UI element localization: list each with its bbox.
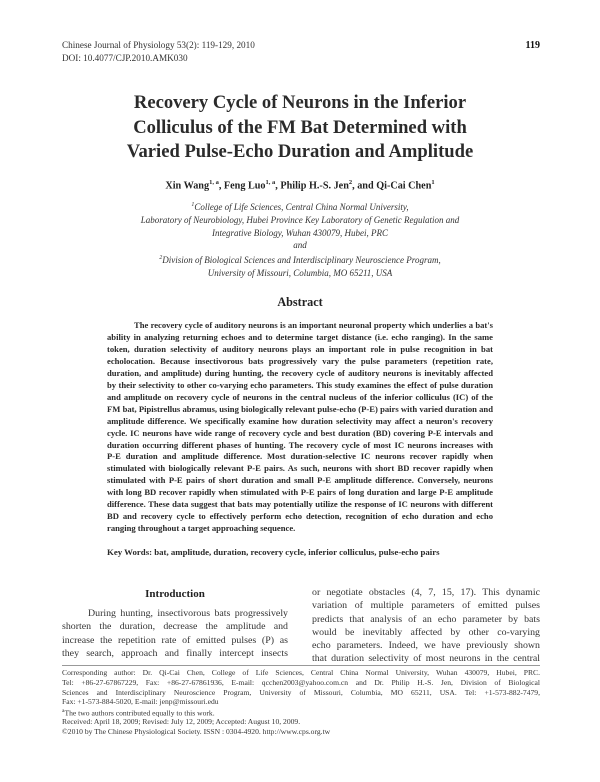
abstract-body bbox=[107, 320, 493, 535]
equal-contribution-note bbox=[62, 707, 540, 717]
intro-line: variation of multiple parameters of emitted pulses bbox=[312, 600, 540, 612]
abstract-heading: Abstract bbox=[277, 295, 323, 309]
received-dates: Received: April 18, 2009; Revised: July 12, 2009; Accepted: August 10, 2009. bbox=[62, 716, 301, 726]
journal-citation: Chinese Journal of Physiology 53(2): 119-129, 2010 bbox=[62, 40, 255, 50]
equal-contribution-text: The two authors contributed equally to this work. bbox=[64, 708, 215, 717]
affiliation-text: Division of Biological Sciences and Interdisciplinary Neuroscience Program, bbox=[162, 255, 441, 266]
abstract-line: duration, and amplitude) during hunting, the recovery cycle of auditory neurons is inevitably affected bbox=[107, 367, 493, 378]
author-name: Qi-Cai Chen bbox=[376, 180, 432, 192]
author-list bbox=[60, 179, 540, 191]
author-separator: , and bbox=[352, 180, 377, 192]
paper-title bbox=[60, 91, 540, 165]
abstract-line: ability in analyzing returning echoes and to determine target distance (i.e. echo ranging). In the same bbox=[107, 331, 493, 342]
abstract-line: P-E duration and amplitude difference. Most duration-selective IC neurons recover rapidly when bbox=[107, 451, 493, 462]
author-separator: , bbox=[218, 180, 224, 192]
intro-line: would be inevitably affected by other co-varying bbox=[312, 626, 540, 638]
affiliation-line bbox=[60, 252, 540, 267]
author-name: Xin Wang bbox=[165, 180, 210, 192]
abstract-line: ranging throughout a target approaching sequence. bbox=[107, 523, 296, 534]
key-words: Key Words: bat, amplitude, duration, recovery cycle, inferior colliculus, pulse-echo pairs bbox=[107, 547, 440, 557]
corresponding-author-line: Fax: +1-573-884-5020, E-mail: jenp@missouri.edu bbox=[62, 697, 219, 707]
affiliation-line: and bbox=[293, 240, 307, 251]
abstract-line: amplitude difference. We specifically examine how duration selectivity may affect a neuron's recovery bbox=[107, 415, 493, 426]
intro-left-column bbox=[62, 607, 288, 660]
footnote-mark: a bbox=[62, 708, 65, 715]
abstract-line: and amplitude on recovery cycle of neurons in the central nucleus of the inferior colliculus (IC) of the bbox=[107, 391, 493, 402]
abstract-line: BD and recovery cycle to effectively perform echo detection, recognition of echo duration and echo bbox=[107, 511, 493, 522]
intro-line: that duration selectivity of most neurons in the central bbox=[312, 653, 540, 665]
abstract-line: by their selectivity to other co-varying echo parameters. This study examines the effect of pulse duration bbox=[107, 379, 493, 390]
author-affiliation-mark: 1, a bbox=[209, 179, 219, 186]
abstract-line: token, duration selectivity of auditory neurons plays an important role in pulse recognition in bat bbox=[107, 343, 493, 354]
affiliation-line: Integrative Biology, Wuhan 430079, Hubei, PRC bbox=[212, 227, 388, 238]
abstract-line: with long BD recover rapidly when stimulated with P-E pairs of long duration and large P-E amplitude bbox=[107, 487, 493, 498]
affiliation-mark: 2 bbox=[159, 255, 163, 262]
affiliation-line bbox=[60, 199, 540, 214]
abstract-line: difference. These data suggest that bats may potentially utilize the response of IC neurons with different bbox=[107, 499, 493, 510]
affiliation-mark: 1 bbox=[191, 202, 195, 208]
author-name: Philip H.-S. Jen bbox=[280, 180, 349, 192]
author-affiliation-mark: 1, a bbox=[265, 179, 276, 186]
abstract-line: cycle. IC neurons have wide range of recovery cycle and best duration (BD) covering P-E intervals and bbox=[107, 427, 493, 438]
intro-line: predicts that analysis of an echo parameter by bats bbox=[312, 613, 540, 625]
intro-line: During hunting, insectivorous bats progressively bbox=[88, 608, 288, 619]
abstract-line: stimulated with biologically relevant P-E pairs. As such, neurons with short BD recover rapidly when bbox=[107, 463, 493, 474]
abstract-line: echolocation. Because insectivorous bats progressively vary the pulse parameters (repetition rate, bbox=[107, 355, 493, 366]
intro-line: they search, approach and finally intercept insects bbox=[62, 647, 288, 659]
title-line: Colliculus of the FM Bat Determined with bbox=[133, 116, 467, 138]
author-name: Feng Luo bbox=[223, 180, 266, 192]
affiliation-text: College of Life Sciences, Central China Normal University, bbox=[194, 202, 409, 212]
intro-line: increase the repetition rate of emitted pulses (P) as bbox=[62, 634, 288, 646]
intro-line: or negotiate obstacles (4, 7, 15, 17). This dynamic bbox=[312, 587, 540, 598]
intro-line: shorten the duration, decrease the amplitude and bbox=[62, 621, 288, 633]
author-affiliation-mark: 2 bbox=[348, 179, 353, 186]
copyright-line: ©2010 by The Chinese Physiological Society. ISSN : 0304-4920. http://www.cps.org.tw bbox=[62, 726, 331, 736]
journal-header bbox=[62, 39, 540, 65]
footnote-divider bbox=[62, 665, 540, 666]
author-separator: , bbox=[275, 180, 281, 192]
abstract-line: duration occurring different phases of hunting. The recovery cycle of most IC neurons increases with bbox=[107, 439, 493, 450]
abstract-line: FM bat, Pipistrellus abramus, using biologically relevant pulse-echo (P-E) pairs with varied duration and bbox=[107, 403, 493, 414]
introduction-heading: Introduction bbox=[145, 588, 205, 600]
footnotes bbox=[62, 668, 540, 737]
author-affiliation-mark: 1 bbox=[431, 179, 435, 186]
affiliation-line: University of Missouri, Columbia, MO 65211, USA bbox=[207, 267, 393, 278]
doi: DOI: 10.4077/CJP.2010.AMK030 bbox=[62, 53, 188, 63]
intro-line: echo parameters. Indeed, we have previously shown bbox=[312, 640, 540, 652]
affiliations bbox=[60, 199, 540, 280]
title-line: Recovery Cycle of Neurons in the Inferior bbox=[133, 92, 467, 113]
abstract-line: stimulated with P-E pairs of short duration and small P-E amplitude difference. Conversely, neurons bbox=[107, 475, 493, 486]
corresponding-author-line: Corresponding author: Dr. Qi-Cai Chen, College of Life Sciences, Central China Normal University, Wuhan 430079, Hubei, PRC. bbox=[62, 668, 540, 677]
affiliation-line: Laboratory of Neurobiology, Hubei Province Key Laboratory of Genetic Regulation and bbox=[140, 214, 460, 225]
abstract-line: The recovery cycle of auditory neurons is an important neuronal property which underlies a bat's bbox=[134, 320, 493, 330]
intro-right-column bbox=[312, 586, 540, 666]
corresponding-author-line: Sciences and Interdisciplinary Neuroscience Program, University of Missouri, Columbia, MO 65211, USA. Tel: +1-573-882-7479, bbox=[62, 687, 540, 697]
title-line: Varied Pulse-Echo Duration and Amplitude bbox=[126, 141, 474, 162]
page-number: 119 bbox=[525, 40, 540, 51]
corresponding-author-line: Tel: +86-27-67867229, Fax: +86-27-67861936, E-mail: qcchen2003@yahoo.com.cn and Dr. Philip H.-S. Jen, Division of Biological bbox=[62, 677, 540, 687]
